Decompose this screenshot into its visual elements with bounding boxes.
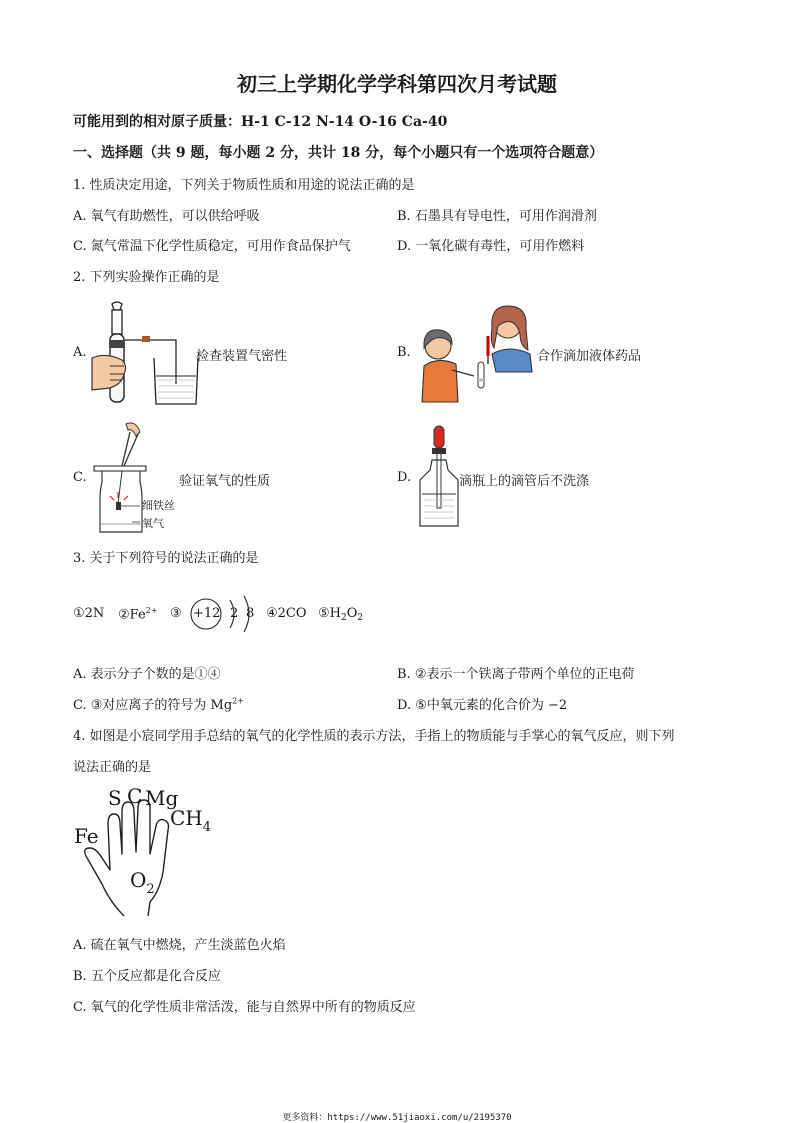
- q1-stem: 1. 性质决定用途，下列关于物质性质和用途的说法正确的是: [73, 178, 415, 193]
- q3-option-c: C. ③对应离子的符号为 $Mg^{2+}$: [73, 696, 244, 713]
- q2-option-a-letter: A.: [73, 345, 87, 360]
- finger-label-s: S: [108, 786, 122, 810]
- airtightness-apparatus-figure: [92, 300, 202, 412]
- q1-option-b: B. 石墨具有导电性，可用作润滑剂: [397, 209, 597, 224]
- finger-label-mg: Mg: [145, 786, 179, 810]
- label-oxygen: 氧气: [142, 517, 164, 530]
- symbol-2n: ①2N: [73, 606, 105, 621]
- finger-label-fe: Fe: [74, 824, 99, 848]
- q4-stem-line1: 4. 如图是小宸同学用手总结的氧气的化学性质的表示方法，手指上的物质能与手掌心的氧气反应，则下列: [73, 729, 675, 744]
- iron-wire-oxygen-figure: [92, 420, 182, 538]
- dropper-bottle-figure: [418, 424, 462, 528]
- footer-link[interactable]: 更多资料：https://www.51jiaoxi.com/u/2195370: [282, 1113, 512, 1123]
- symbol-2co: ④2CO: [266, 606, 307, 621]
- q1-option-c: C. 氮气常温下化学性质稳定，可用作食品保护气: [73, 239, 351, 254]
- q2-option-b-text: 合作滴加液体药品: [537, 349, 642, 364]
- q3-stem: 3. 关于下列符号的说法正确的是: [73, 551, 259, 566]
- finger-label-c: C: [127, 784, 143, 808]
- q2-option-a-text: 检查装置气密性: [196, 349, 288, 364]
- cooperative-dropping-figure: [416, 298, 538, 406]
- q1-option-a: A. 氧气有助燃性，可以供给呼吸: [73, 209, 260, 224]
- q3-option-a: A. 表示分子个数的是①④: [73, 667, 221, 682]
- q1-option-d: D. 一氧化碳有毒性，可用作燃料: [397, 239, 585, 254]
- q2-option-b-letter: B.: [397, 345, 411, 360]
- symbol-h2o2: $⑤H_2O_2$: [318, 606, 364, 623]
- label-iron-wire: 细铁丝: [142, 499, 175, 512]
- q2-option-c-text: 验证氧气的性质: [179, 474, 271, 489]
- q4-stem-line2: 说法正确的是: [73, 760, 152, 775]
- shell-1-electrons: 2: [230, 606, 239, 621]
- shell-2-electrons: 8: [246, 606, 255, 621]
- exam-title: 初三上学期化学学科第四次月考试题: [237, 72, 557, 96]
- q2-stem: 2. 下列实验操作正确的是: [73, 270, 220, 285]
- q4-option-a: A. 硫在氧气中燃烧，产生淡蓝色火焰: [73, 938, 286, 953]
- q3-option-d: D. ⑤中氧元素的化合价为 −2: [397, 698, 568, 713]
- symbol-fe2plus: $②Fe^{2+}$: [118, 606, 158, 623]
- q2-option-c-letter: C.: [73, 470, 87, 485]
- q2-option-d-text: 滴瓶上的滴管后不洗涤: [459, 474, 590, 489]
- section-heading: 一、选择题（共 9 题，每小题 2 分，共计 18 分，每个小题只有一个选项符合题意）: [73, 145, 604, 161]
- palm-label-o2: $O_2$: [130, 868, 155, 897]
- nucleus-charge: +12: [193, 606, 221, 621]
- q4-option-c: C. 氧气的化学性质非常活泼，能与自然界中所有的物质反应: [73, 1000, 416, 1015]
- finger-label-ch4: $CH_4$: [170, 806, 212, 835]
- q2-option-d-letter: D.: [397, 470, 412, 485]
- symbol-3-label: ③: [170, 606, 182, 621]
- q4-option-b: B. 五个反应都是化合反应: [73, 969, 221, 984]
- atomic-mass-line: 可能用到的相对原子质量：H-1 C-12 N-14 O-16 Ca-40: [73, 114, 448, 130]
- q3-option-b: B. ②表示一个铁离子带两个单位的正电荷: [397, 667, 635, 682]
